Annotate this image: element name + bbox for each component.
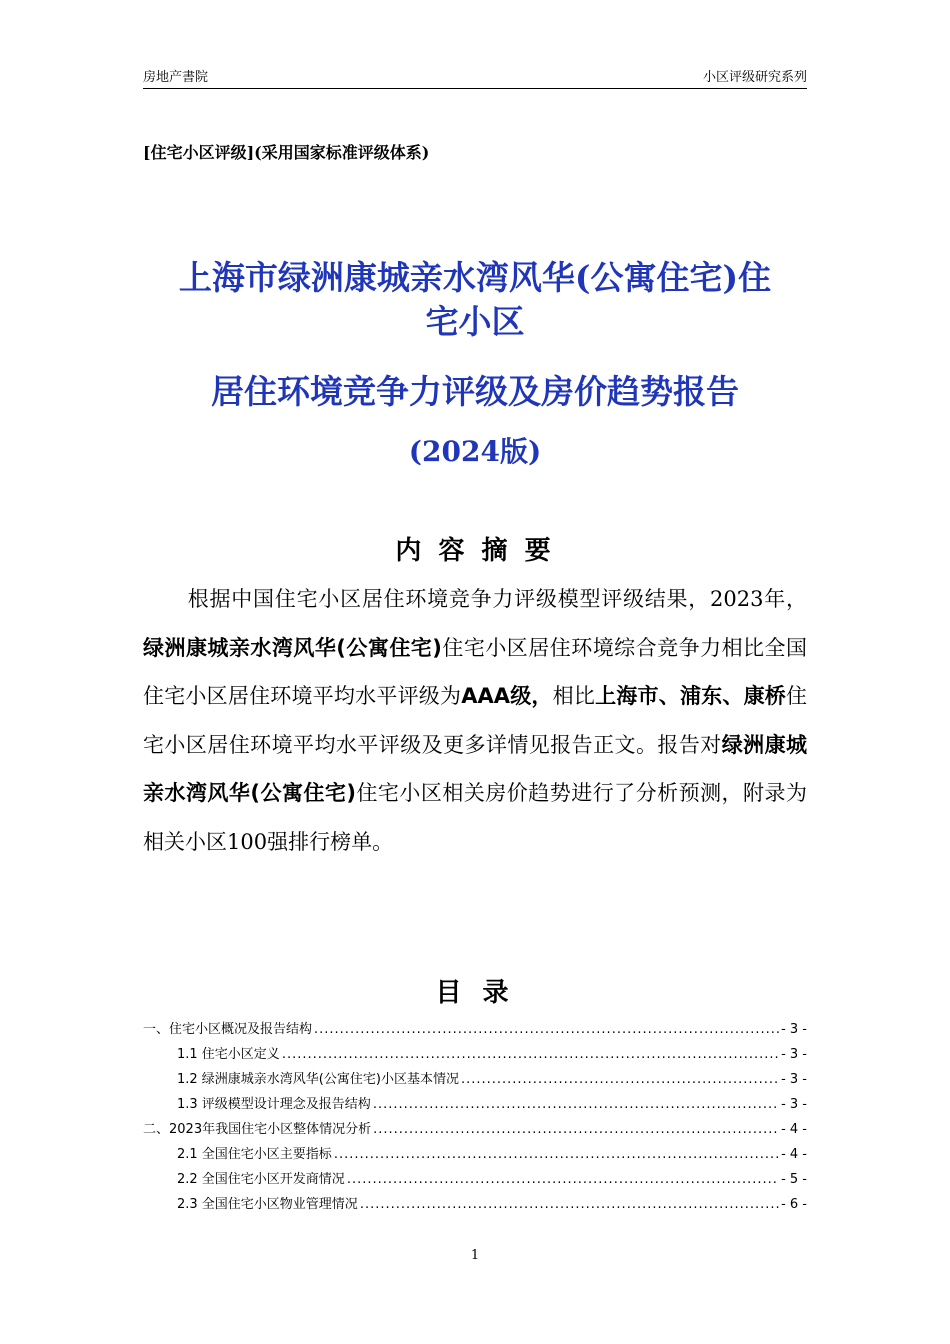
header-publisher: 房地产書院 — [143, 70, 209, 85]
abstract-regions: 上海市、浦东、康桥 — [595, 684, 787, 708]
title-line-3: 居住环境竞争力评级及房价趋势报告 — [211, 372, 739, 411]
toc-item-page: - 4 - — [781, 1147, 807, 1162]
toc-item-page: - 3 - — [781, 1097, 807, 1112]
toc-leader — [314, 1017, 779, 1042]
report-category: [住宅小区评级](采用国家标准评级体系) — [143, 143, 430, 162]
header-series: 小区评级研究系列 — [702, 70, 807, 85]
abstract-heading: 内 容 摘 要 — [395, 536, 555, 566]
toc-item[interactable] — [143, 1092, 807, 1117]
toc-leader — [360, 1192, 779, 1217]
toc-item-label: 2.2 全国住宅小区开发商情况 — [177, 1172, 345, 1187]
toc-item[interactable] — [143, 1142, 807, 1167]
toc-item-page: - 3 - — [781, 1022, 807, 1037]
toc-heading: 目 录 — [435, 978, 515, 1008]
title-line-1: 上海市绿洲康城亲水湾风华(公寓住宅)住 — [178, 258, 772, 297]
toc-leader — [461, 1067, 779, 1092]
toc-item-label: 二、2023年我国住宅小区整体情况分析 — [143, 1122, 372, 1137]
abstract-text-1: 根据中国住宅小区居住环境竞争力评级模型评级结果，2023年， — [187, 587, 807, 611]
toc-item-page: - 3 - — [781, 1072, 807, 1087]
abstract-text-5: 住宅小区相关房价趋势进行了分析预测，附录为相关小区100强排行榜单。 — [143, 781, 807, 854]
toc-leader — [282, 1042, 779, 1067]
toc-item[interactable] — [143, 1042, 807, 1067]
abstract-text-2: 住宅小区居住环境综合竞争力相比全国住宅小区居住环境平均水平评级为 — [143, 635, 808, 708]
report-title — [143, 256, 807, 344]
toc-item-page: - 3 - — [781, 1047, 807, 1062]
toc-item-label: 2.1 全国住宅小区主要指标 — [177, 1147, 332, 1162]
title-edition: (2024版) — [408, 435, 542, 468]
toc-item[interactable] — [143, 1117, 807, 1142]
toc-leader — [347, 1167, 779, 1192]
toc-item-label: 1.2 绿洲康城亲水湾风华(公寓住宅)小区基本情况 — [177, 1072, 459, 1087]
toc-leader — [373, 1117, 779, 1142]
abstract-rating: AAA级， — [461, 684, 553, 708]
toc-item-page: - 5 - — [781, 1172, 807, 1187]
toc-item[interactable] — [143, 1167, 807, 1192]
toc-item-page: - 4 - — [781, 1122, 807, 1137]
abstract-community-name-2: 绿洲康城亲水湾风华(公寓住宅) — [143, 732, 808, 805]
abstract-text-4: 住宅小区居住环境平均水平评级及更多详情见报告正文。报告对 — [143, 684, 808, 757]
toc-item[interactable] — [143, 1192, 807, 1217]
toc-item[interactable] — [143, 1067, 807, 1092]
toc-leader — [373, 1092, 779, 1117]
page-number: 1 — [470, 1248, 480, 1263]
toc-leader — [334, 1142, 779, 1167]
toc-item-label: 2.3 全国住宅小区物业管理情况 — [177, 1197, 358, 1212]
abstract-text-3: 相比 — [552, 684, 596, 708]
toc-item-label: 1.1 住宅小区定义 — [177, 1047, 280, 1062]
abstract-community-name: 绿洲康城亲水湾风华(公寓住宅) — [143, 635, 442, 660]
toc-item-page: - 6 - — [781, 1197, 807, 1212]
table-of-contents — [143, 1017, 807, 1217]
page-header — [143, 66, 807, 89]
toc-item-label: 1.3 评级模型设计理念及报告结构 — [177, 1097, 371, 1112]
toc-item[interactable] — [143, 1017, 807, 1042]
title-line-2: 宅小区 — [425, 302, 525, 341]
toc-item-label: 一、住宅小区概况及报告结构 — [143, 1022, 313, 1037]
abstract-paragraph — [143, 575, 807, 866]
